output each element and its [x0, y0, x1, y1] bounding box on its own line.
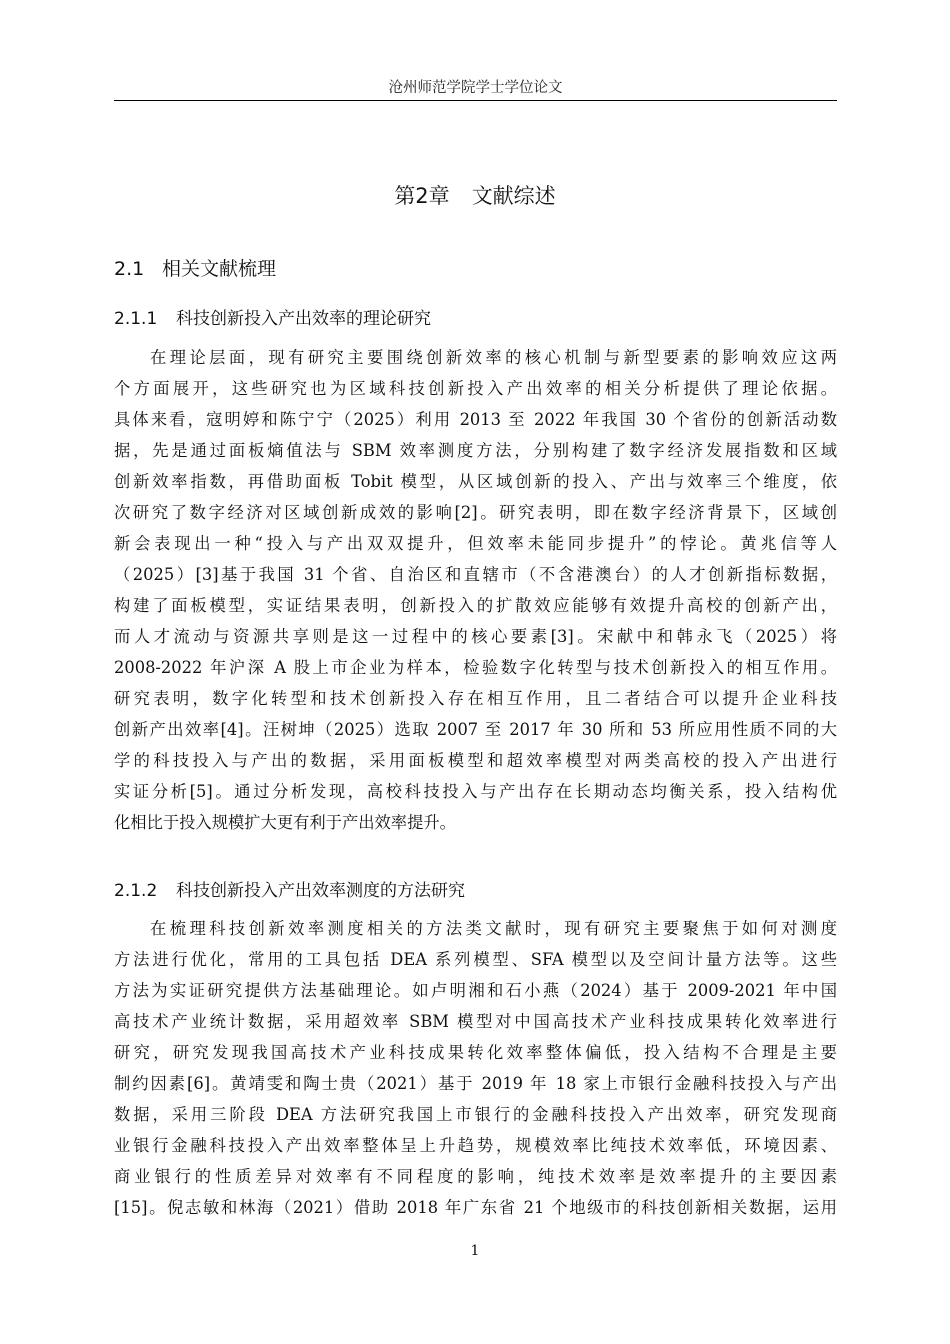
subsection-title: 科技创新投入产出效率的理论研究	[176, 309, 431, 329]
paragraph-line: 研究，研究发现我国高技术产业科技成果转化效率整体偏低，投入结构不合理是主要	[114, 1043, 837, 1062]
chapter-title	[0, 180, 950, 210]
paragraph-line: 化相比于投入规模扩大更有利于产出效率提升。	[114, 813, 456, 832]
chapter-name: 文献综述	[471, 184, 556, 208]
paragraph-line: 业银行金融科技投入产出效率整体呈上升趋势，规模效率比纯技术效率低，环境因素、	[114, 1136, 837, 1155]
body-paragraph	[114, 342, 837, 838]
paragraph-line: 构建了面板模型，实证结果表明，创新投入的扩散效应能够有效提升高校的创新产出，	[114, 596, 837, 615]
section-title: 相关文献梳理	[162, 258, 277, 280]
paragraph-line: 高技术产业统计数据，采用超效率 SBM 模型对中国高技术产业科技成果转化效率进行	[114, 1012, 837, 1031]
paragraph-line: 学的科技投入与产出的数据，采用面板模型和超效率模型对两类高校的投入产出进行	[114, 751, 837, 770]
running-header: 沧州师范学院学士学位论文	[388, 80, 563, 96]
page-number: 1	[470, 1243, 480, 1259]
subsection-number: 2.1.1	[114, 309, 158, 329]
paragraph-line: 在理论层面，现有研究主要围绕创新效率的核心机制与新型要素的影响效应这两	[150, 348, 837, 367]
paragraph-line: 制约因素[6]。黄靖雯和陶士贵（2021）基于 2019 年 18 家上市银行金融科技投入与产出	[114, 1074, 837, 1093]
paragraph-line: 数据，采用三阶段 DEA 方法研究我国上市银行的金融科技投入产出效率，研究发现商	[114, 1105, 837, 1124]
subsection-heading	[114, 304, 431, 329]
section-number: 2.1	[114, 258, 145, 280]
paragraph-line: 具体来看，寇明婷和陈宁宁（2025）利用 2013 至 2022 年我国 30 个省份的创新活动数	[114, 410, 837, 429]
paragraph-line: [15]。倪志敏和林海（2021）借助 2018 年广东省 21 个地级市的科技创新相关数据，运用	[114, 1198, 837, 1217]
paragraph-line: 新会表现出一种“投入与产出双双提升，但效率未能同步提升”的悖论。黄兆信等人	[114, 534, 837, 553]
paragraph-line: 次研究了数字经济对区域创新成效的影响[2]。研究表明，即在数字经济背景下，区域创	[114, 503, 837, 522]
paragraph-line: 2008-2022 年沪深 A 股上市企业为样本，检验数字化转型与技术创新投入的相互作用。	[114, 658, 837, 677]
paragraph-line: 方法进行优化，常用的工具包括 DEA 系列模型、SFA 模型以及空间计量方法等。这些	[114, 950, 837, 969]
section-heading	[114, 254, 276, 281]
subsection-heading	[114, 876, 465, 901]
body-paragraph	[114, 913, 837, 1223]
subsection-title: 科技创新投入产出效率测度的方法研究	[176, 881, 465, 901]
paragraph-line: 个方面展开，这些研究也为区域科技创新投入产出效率的相关分析提供了理论依据。	[114, 379, 837, 398]
paragraph-line: 创新效率指数，再借助面板 Tobit 模型，从区域创新的投入、产出与效率三个维度，依	[114, 472, 837, 491]
paragraph-line: 实证分析[5]。通过分析发现，高校科技投入与产出存在长期动态均衡关系，投入结构优	[114, 782, 837, 801]
paragraph-line: 研究表明，数字化转型和技术创新投入存在相互作用，且二者结合可以提升企业科技	[114, 689, 837, 708]
paragraph-line: 方法为实证研究提供方法基础理论。如卢明湘和石小燕（2024）基于 2009-2021 年中国	[114, 981, 837, 1000]
paragraph-line: 创新产出效率[4]。汪树坤（2025）选取 2007 至 2017 年 30 所和 53 所应用性质不同的大	[114, 720, 837, 739]
paragraph-line: 而人才流动与资源共享则是这一过程中的核心要素[3]。宋献中和韩永飞（2025）将	[114, 627, 837, 646]
paragraph-line: 据，先是通过面板熵值法与 SBM 效率测度方法，分别构建了数字经济发展指数和区域	[114, 441, 837, 460]
header-rule	[114, 100, 837, 101]
chapter-number: 第2章	[394, 184, 450, 208]
paragraph-line: 商业银行的性质差异对效率有不同程度的影响，纯技术效率是效率提升的主要因素	[114, 1167, 837, 1186]
paragraph-line: 在梳理科技创新效率测度相关的方法类文献时，现有研究主要聚焦于如何对测度	[150, 919, 837, 938]
subsection-number: 2.1.2	[114, 881, 158, 901]
paragraph-line: （2025）[3]基于我国 31 个省、自治区和直辖市（不含港澳台）的人才创新指标数据，	[114, 565, 837, 584]
